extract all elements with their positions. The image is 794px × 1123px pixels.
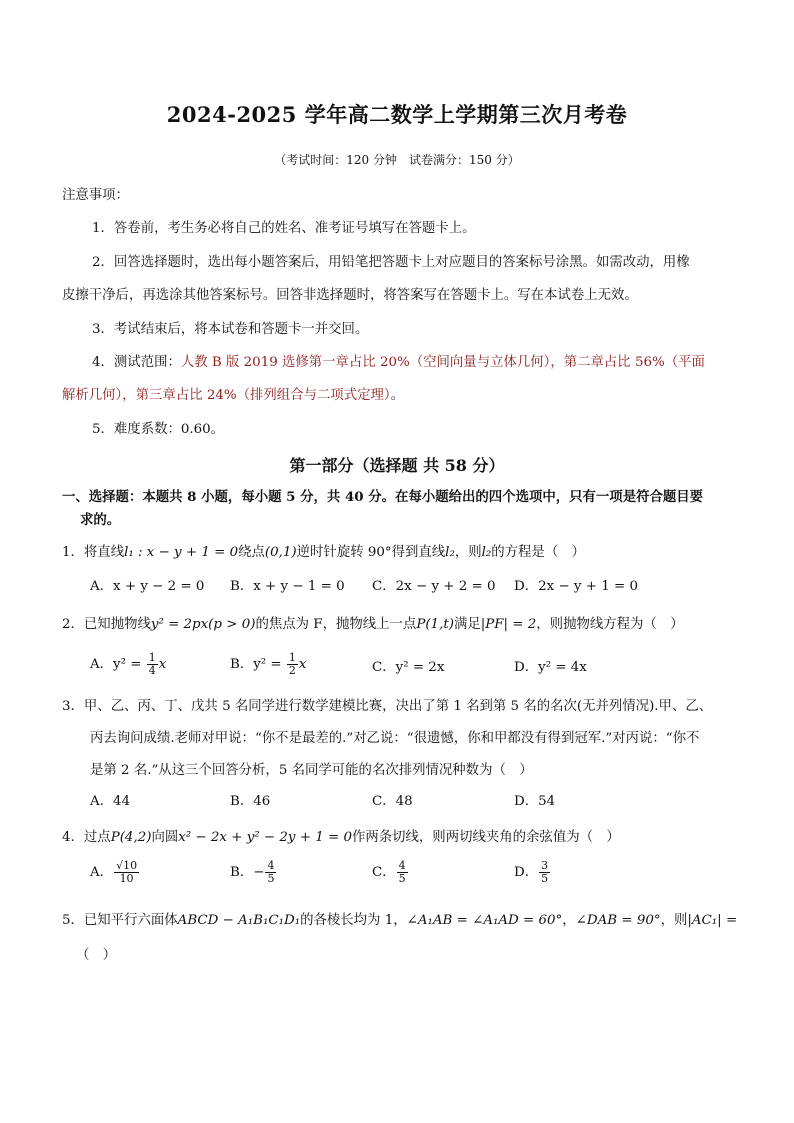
q2-b-den: 2 — [288, 664, 296, 677]
q4-option-d[interactable] — [514, 860, 551, 885]
note-item-2-cont: 皮擦干净后，再选涂其他答案标号。回答非选择题时，将答案写在答题卡上。写在本试卷上无效。 — [62, 288, 638, 303]
q3-option-c[interactable]: C．48 — [372, 794, 413, 809]
question-3-line-3: 是第 2 名.”从这三个回答分析，5 名同学可能的名次排列情况种数为（ ） — [90, 763, 533, 778]
exam-info: （考试时间：120 分钟 试卷满分：150 分） — [274, 153, 520, 167]
note-item-4 — [92, 351, 705, 370]
q2-a-den: 4 — [148, 664, 156, 677]
q2-text-b: 的焦点为 F，抛物线上一点 — [255, 617, 417, 632]
q2-a-post: x — [158, 657, 167, 672]
q5-vector-norm: |AC₁| = — [687, 913, 738, 928]
q1-text-a: 1．将直线 — [62, 545, 125, 560]
note-item-1: 1．答卷前，考生务必将自己的姓名、准考证号填写在答题卡上。 — [92, 221, 476, 236]
q4-option-b[interactable] — [230, 860, 277, 885]
q5-text-c: ，则 — [660, 913, 688, 928]
question-1-stem — [62, 541, 585, 560]
q1-option-c[interactable]: C．2x − y + 2 = 0 — [372, 579, 496, 594]
q2-option-b[interactable] — [230, 652, 306, 677]
q4-b-pre: B．− — [230, 865, 265, 880]
q2-b-post: x — [298, 657, 307, 672]
q2-text-c: 满足 — [453, 617, 481, 632]
notes-heading: 注意事项： — [62, 188, 129, 203]
q2-parabola-eq: y² = 2px(p > 0) — [150, 617, 256, 632]
q3-option-b[interactable]: B．46 — [230, 794, 271, 809]
q4-a-fraction — [114, 860, 139, 885]
q4-d-num: 3 — [541, 859, 549, 872]
q4-d-fraction — [539, 860, 550, 885]
q1-text-b: 绕点 — [238, 545, 265, 560]
q2-point: P(1,t) — [416, 617, 454, 632]
note-item-4-cont — [62, 384, 404, 403]
q4-d-den: 5 — [541, 872, 549, 885]
q1-option-a[interactable]: A．x + y − 2 = 0 — [90, 579, 205, 594]
q1-point: (0,1) — [264, 545, 297, 560]
q1-text-e: 的方程是（ ） — [491, 545, 585, 560]
q4-a-pre: A． — [90, 865, 114, 880]
q1-l2b: l₂ — [481, 545, 492, 560]
q2-condition: |PF| = 2 — [480, 617, 537, 632]
q2-a-num: 1 — [148, 651, 156, 664]
question-4-stem — [62, 826, 620, 845]
q1-line-eq: l₁ : x − y + 1 = 0 — [124, 545, 239, 560]
q2-b-pre: B．y² = — [230, 657, 286, 672]
question-5-stem — [62, 909, 737, 928]
note-item-5: 5．难度系数：0.60。 — [92, 422, 225, 437]
note-item-3: 3．考试结束后，将本试卷和答题卡一并交回。 — [92, 322, 369, 337]
question-3-line-2: 丙去询问成绩.老师对甲说：“你不是最差的.”对乙说：“很遗憾，你和甲都没有得到冠军.”对丙说：“你不 — [90, 731, 700, 746]
q4-text-c: 作两条切线，则两切线夹角的余弦值为（ ） — [351, 830, 620, 845]
q2-option-d[interactable]: D．y² = 4x — [514, 660, 587, 675]
q5-angle-2: ∠DAB = 90° — [575, 913, 661, 928]
q4-c-pre: C． — [372, 865, 396, 880]
q2-a-pre: A．y² = — [90, 657, 146, 672]
q4-c-fraction — [397, 860, 408, 885]
test-scope-line1: 人教 B 版 2019 选修第一章占比 20%（空间向量与立体几何），第二章占比 56%（平面 — [180, 355, 705, 370]
q4-text-b: 向圆 — [151, 830, 179, 845]
q3-option-d[interactable]: D．54 — [514, 794, 556, 809]
question-5-answer-paren: （ ） — [76, 948, 117, 963]
q1-text-d: ，则 — [454, 545, 482, 560]
q5-angle-1: ∠A₁AB = ∠A₁AD = 60° — [406, 913, 563, 928]
part1-instruction — [62, 486, 703, 505]
note-item-4-label: 4．测试范围： — [92, 355, 181, 370]
q5-sep: ， — [562, 913, 576, 928]
q1-option-d[interactable]: D．2x − y + 1 = 0 — [514, 579, 639, 594]
q4-b-den: 5 — [267, 872, 275, 885]
q2-option-c[interactable]: C．y² = 2x — [372, 660, 445, 675]
q4-text-a: 4．过点 — [62, 830, 111, 845]
q2-option-a[interactable] — [90, 652, 166, 677]
q2-text-d: ，则抛物线方程为（ ） — [536, 617, 684, 632]
q1-text-c: 逆时针旋转 90°得到直线 — [296, 545, 446, 560]
section-heading: 第一部分（选择题 共 58 分） — [289, 456, 505, 475]
q4-b-fraction — [265, 860, 276, 885]
part1-label: 一、选择题： — [62, 489, 143, 505]
q4-option-a[interactable] — [90, 860, 140, 885]
q4-option-c[interactable] — [372, 860, 409, 885]
part1-instruction-cont: 求的。 — [80, 512, 121, 528]
q2-b-num: 1 — [288, 651, 296, 664]
q4-point: P(4,2) — [110, 830, 152, 845]
test-scope-end: 。 — [390, 388, 404, 403]
page-title: 2024-2025 学年高二数学上学期第三次月考卷 — [166, 102, 628, 127]
question-2-stem — [62, 613, 684, 632]
q1-option-b[interactable]: B．x + y − 1 = 0 — [230, 579, 345, 594]
q3-option-a[interactable]: A．44 — [90, 794, 131, 809]
test-scope-line2: 解析几何），第三章占比 24%（排列组合与二项式定理） — [62, 388, 391, 403]
q4-a-num: √10 — [116, 859, 138, 872]
q4-d-pre: D． — [514, 865, 539, 880]
q4-b-num: 4 — [267, 859, 275, 872]
q2-text-a: 2．已知抛物线 — [62, 617, 151, 632]
q2-b-fraction — [287, 652, 298, 677]
part1-instruction-text: 本题共 8 小题，每小题 5 分，共 40 分。在每小题给出的四个选项中，只有一项是符合题目要 — [142, 489, 704, 505]
q5-text-a: 5．已知平行六面体 — [62, 913, 178, 928]
q4-circle-eq: x² − 2x + y² − 2y + 1 = 0 — [178, 830, 352, 845]
q4-c-num: 4 — [398, 859, 406, 872]
q5-solid: ABCD − A₁B₁C₁D₁ — [177, 913, 301, 928]
question-3-line-1: 3．甲、乙、丙、丁、戊共 5 名同学进行数学建模比赛，决出了第 1 名到第 5 名的名次(无并列情况).甲、乙、 — [62, 699, 713, 714]
q4-c-den: 5 — [398, 872, 406, 885]
q1-l2: l₂ — [445, 545, 455, 560]
note-item-2: 2．回答选择题时，选出每小题答案后，用铅笔把答题卡上对应题目的答案标号涂黑。如需改动，用橡 — [92, 255, 690, 270]
q4-a-den: 10 — [119, 872, 134, 885]
q2-a-fraction — [147, 652, 158, 677]
q5-text-b: 的各棱长均为 1， — [300, 913, 407, 928]
